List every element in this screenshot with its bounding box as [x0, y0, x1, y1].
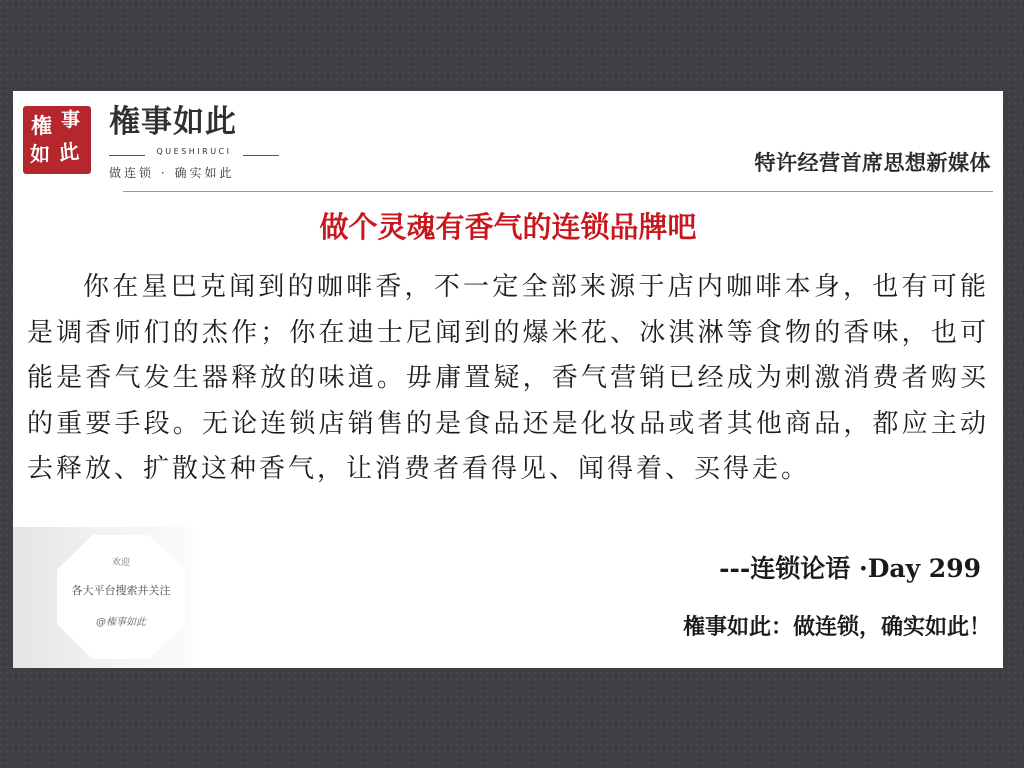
seal-char: 事 [61, 109, 81, 131]
header-divider [123, 191, 993, 192]
tagline: 特许经营首席思想新媒体 [754, 151, 991, 175]
brand-slogan: 做连锁 · 确实如此 [109, 166, 235, 180]
seal-char: 如 [30, 142, 50, 166]
article-body: 你在星巴克闻到的咖啡香，不一定全部来源于店内咖啡本身，也有可能是调香师们的杰作；你在迪士尼闻到的爆米花、冰淇淋等食物的香味，也可能是香气发生器释放的味道。毋庸置疑，香气营销已经成为刺激消费者购买的重要手段。无论连锁店销售的是食品还是化妆品或者其他商品，都应主动去释放、扩散这种香气，让消费者看得见、闻得着、买得走。 [27, 272, 989, 484]
signature: ---连锁论语 ·Day 299 [719, 554, 981, 583]
brand-seal-logo [23, 106, 91, 174]
closing-slogan: 権事如此：做连锁，确实如此！ [682, 615, 991, 640]
brand-name: 権事如此 [109, 104, 237, 140]
seal-char: 権 [31, 113, 52, 138]
content-card [13, 91, 1003, 668]
seal-char: 此 [57, 139, 81, 165]
follow-welcome: 欢迎 [111, 558, 130, 568]
follow-badge [13, 527, 193, 668]
article-title: 做个灵魂有香气的连锁品牌吧 [319, 210, 697, 244]
follow-search-prompt: 各大平台搜索并关注 [71, 584, 171, 597]
follow-handle: @権事如此 [96, 617, 146, 628]
brand-pinyin: QUESHIRUCI [156, 147, 232, 156]
